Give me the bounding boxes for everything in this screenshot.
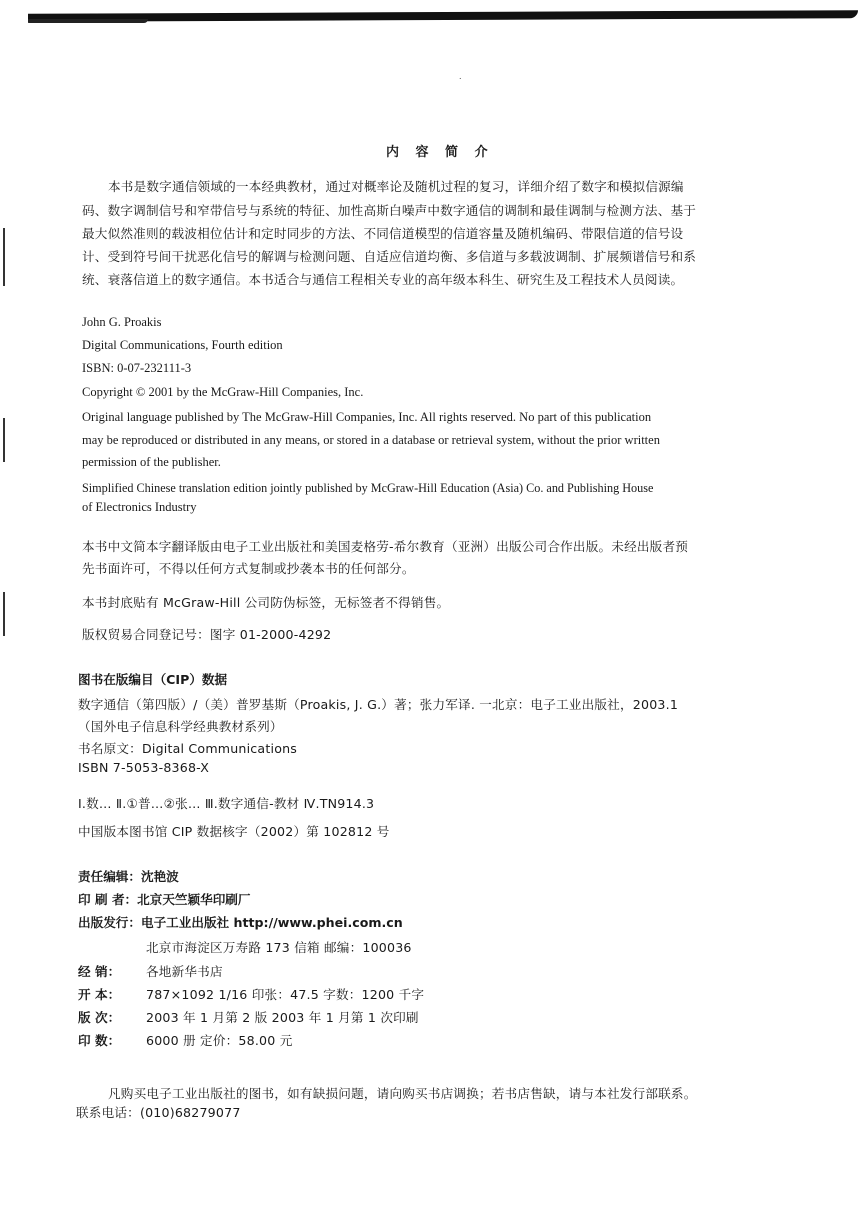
publisher-address: 北京市海淀区万寿路 173 信箱 邮编：100036 bbox=[146, 940, 412, 955]
intro-line: 统、衰落信道上的数字通信。本书适合与通信工程相关专业的高年级本科生、研究生及工程技术人员阅读。 bbox=[82, 272, 684, 287]
edition-value: 2003 年 1 月第 2 版 2003 年 1 月第 1 次印刷 bbox=[146, 1010, 419, 1025]
cip-line: 数字通信（第四版）/（美）普罗基斯（Proakis, J. G.）著；张力军译. 一北京：电子工业出版社，2003.1 bbox=[78, 697, 679, 712]
scan-margin-mark bbox=[3, 418, 5, 462]
license-line: 先书面许可，不得以任何方式复制或抄袭本书的任何部分。 bbox=[82, 561, 415, 576]
original-author: John G. Proakis bbox=[82, 315, 162, 329]
print-run-label: 印 数： bbox=[78, 1033, 121, 1048]
responsible-editor: 责任编辑：沈艳波 bbox=[78, 869, 179, 884]
rights-line: Original language published by The McGraw-Hill Companies, Inc. All rights reserved. No part of this publication bbox=[82, 410, 652, 424]
intro-heading: 内 容 简 介 bbox=[386, 145, 494, 160]
translation-line: Simplified Chinese translation edition jointly published by McGraw-Hill Education (Asia) Co. and Publishing House bbox=[82, 481, 654, 495]
cip-number: 中国版本图书馆 CIP 数据核字（2002）第 102812 号 bbox=[78, 824, 390, 839]
cip-heading: 图书在版编目（CIP）数据 bbox=[78, 672, 228, 687]
scan-edge-shadow bbox=[28, 10, 858, 22]
format-label: 开 本： bbox=[78, 987, 121, 1002]
purchase-note: 凡购买电子工业出版社的图书，如有缺损问题，请向购买书店调换；若书店售缺，请与本社发行部联系。 bbox=[108, 1086, 697, 1101]
publisher: 出版发行：电子工业出版社 http://www.phei.com.cn bbox=[78, 915, 403, 930]
print-run-value: 6000 册 定价：58.00 元 bbox=[146, 1033, 293, 1048]
original-isbn: ISBN: 0-07-232111-3 bbox=[82, 361, 192, 375]
scan-margin-mark bbox=[3, 592, 5, 636]
original-title: Digital Communications, Fourth edition bbox=[82, 338, 283, 352]
license-line: 本书中文简本字翻译版由电子工业出版社和美国麦格劳-希尔教育（亚洲）出版公司合作出版。未经出版者预 bbox=[82, 539, 689, 554]
distribution-value: 各地新华书店 bbox=[146, 964, 223, 979]
translation-line: of Electronics Industry bbox=[82, 500, 197, 514]
intro-line: 最大似然准则的载波相位估计和定时同步的方法、不同信道模型的信道容量及随机编码、带限信道的信号设 bbox=[82, 226, 684, 241]
intro-line: 计、受到符号间干扰恶化信号的解调与检测问题、自适应信道均衡、多信道与多载波调制、扩展频谱信号和系 bbox=[82, 249, 697, 264]
cip-classification: Ⅰ.数… Ⅱ.①普…②张… Ⅲ.数字通信-教材 Ⅳ.TN914.3 bbox=[78, 796, 375, 811]
printer: 印 刷 者：北京天竺颖华印刷厂 bbox=[78, 892, 251, 907]
format-value: 787×1092 1/16 印张：47.5 字数：1200 千字 bbox=[146, 987, 425, 1002]
intro-line: 本书是数字通信领域的一本经典教材，通过对概率论及随机过程的复习，详细介绍了数字和模拟信源编 bbox=[108, 179, 684, 194]
cip-original-title: 书名原文：Digital Communications bbox=[78, 741, 298, 756]
scan-edge-shadow-corner bbox=[28, 19, 148, 23]
distribution-label: 经 销： bbox=[78, 964, 121, 979]
scan-speck: ˙ bbox=[458, 78, 463, 88]
rights-line: may be reproduced or distributed in any means, or stored in a database or retrieval system, without the prior written bbox=[82, 433, 660, 447]
intro-line: 码、数字调制信号和窄带信号与系统的特征、加性高斯白噪声中数字通信的调制和最佳调制与检测方法、基于 bbox=[82, 203, 697, 218]
edition-label: 版 次： bbox=[78, 1010, 121, 1025]
cip-series: （国外电子信息科学经典教材系列） bbox=[78, 719, 283, 734]
rights-line: permission of the publisher. bbox=[82, 455, 221, 469]
original-copyright: Copyright © 2001 by the McGraw-Hill Companies, Inc. bbox=[82, 385, 364, 399]
anti-counterfeit-note: 本书封底贴有 McGraw-Hill 公司防伪标签，无标签者不得销售。 bbox=[82, 595, 450, 610]
contact-phone: 联系电话：(010)68279077 bbox=[76, 1105, 241, 1120]
contract-number: 版权贸易合同登记号：图字 01-2000-4292 bbox=[82, 627, 332, 642]
cip-isbn: ISBN 7-5053-8368-X bbox=[78, 760, 210, 775]
scan-margin-mark bbox=[3, 228, 5, 286]
